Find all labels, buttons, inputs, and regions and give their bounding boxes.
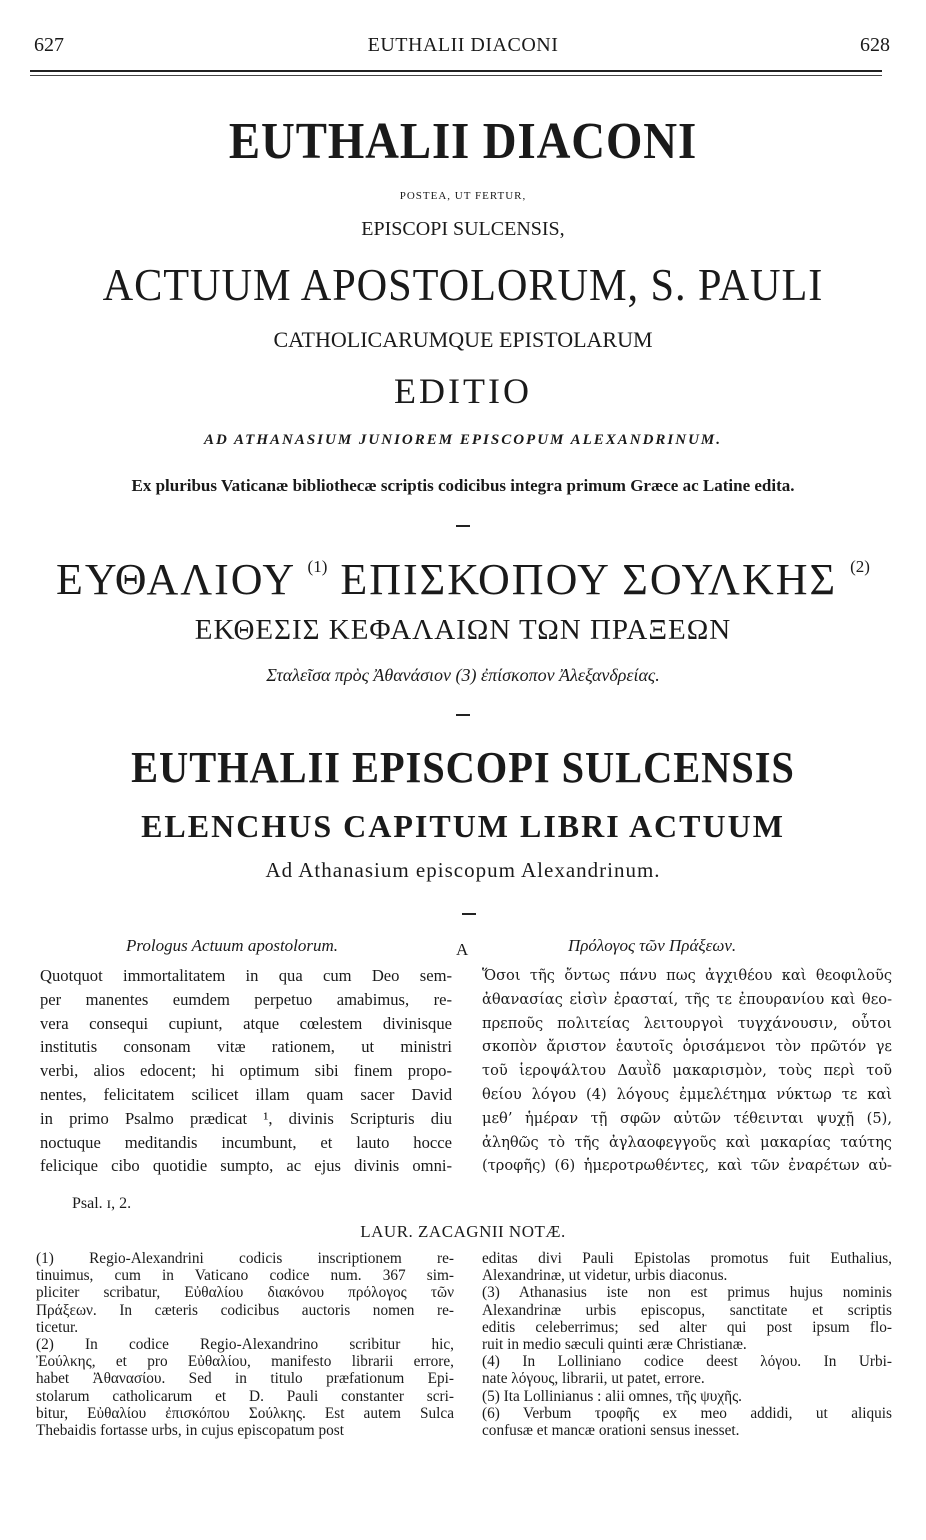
text-line: (5) Ita Lollinianus : alii omnes, τῆς ψυχῆς.: [482, 1387, 742, 1405]
text-line: Πράξεων. In cæteris codicibus auctoris nomen re-: [36, 1301, 454, 1319]
text-line: felicique cibo quotidie sumpto, ac ejus divinis omni-: [40, 1156, 452, 1176]
title-actuum: ACTUUM APOSTOLORUM, S. PAULI: [102, 259, 824, 310]
greek-title-see: ΕΠΙΣΚΟΠΟΥ ΣΟΥΛΚΗΣ: [340, 555, 838, 604]
text-line: stolarum catholicarum et D. Pauli constanter scri-: [36, 1387, 454, 1405]
notes-right-column: [482, 1250, 892, 1439]
text-line: vera consequi cupiunt, atque cœlestem divinisque: [40, 1013, 452, 1033]
text-line: tinuimus, cum in Vaticano codice num. 367 sim-: [36, 1267, 454, 1285]
text-line: per manentes eumdem perpetuo amabimus, re-: [40, 989, 452, 1009]
text-line: institutis consonam vitæ rationem, ut ministri: [40, 1037, 452, 1057]
title-dedication: AD ATHANASIUM JUNIOREM EPISCOPUM ALEXANDRINUM.: [203, 432, 723, 448]
footnote-ref-1: (1): [307, 557, 328, 576]
greek-title-author: ΕΥΘΑΛΙΟΥ: [56, 555, 295, 604]
text-line: ruit in medio sæculi quinti æræ Christianæ.: [482, 1335, 747, 1353]
notes-left-column: [36, 1250, 454, 1439]
text-line: habet Ἀθανασίου. Sed in titulo præfationum Epi-: [36, 1370, 454, 1388]
latin-column: [40, 964, 452, 1178]
greek-title-line3: Σταλεῖσα πρὸς Ἀθανάσιον (3) ἐπίσκοπον Ἀλεξανδρείας.: [266, 665, 660, 685]
title-source-note: Ex pluribus Vaticanæ bibliothecæ scriptis codicibus integra primum Græce ac Latine edita.: [131, 476, 795, 495]
separator-dash: [456, 714, 470, 716]
main-title: EUTHALII DIACONI: [228, 113, 698, 170]
notes-heading: LAUR. ZACAGNII NOTÆ.: [360, 1222, 566, 1241]
page-number-left: 627: [34, 34, 64, 56]
text-line: ticetur.: [36, 1318, 79, 1336]
text-line: (2) In codice Regio-Alexandrino scribitur hic,: [36, 1335, 454, 1353]
separator-dash: [456, 525, 470, 527]
text-line: noctuque meditandis incumbunt, et lauto hocce: [40, 1132, 452, 1152]
text-line: Quotquot immortalitatem in qua cum Deo sem-: [40, 966, 452, 985]
greek-title-line2: ΕΚΘΕΣΙΣ ΚΕΦΑΛΑΙΩΝ ΤΩΝ ΠΡΑΞΕΩΝ: [194, 614, 732, 646]
latin-title-line1: EUTHALII EPISCOPI SULCENSIS: [131, 743, 795, 792]
text-line: nentes, felicitatem scilicet illam quam sacer David: [40, 1084, 452, 1104]
text-line: (6) Verbum τροφῆς ex meo addidi, ut aliquis: [482, 1404, 892, 1422]
text-line: (4) In Lolliniano codice deest λόγου. In Urbi-: [482, 1353, 892, 1371]
text-line: Ὅσοι τῆς ὄντως πάνυ πως ἀγχιθέου καὶ θεοφιλοῦς: [482, 967, 892, 984]
title-subline-postea: POSTEA, UT FERTUR,: [399, 190, 527, 202]
text-line: (τροφῆς) (6) ἡμεροτρωθέντες, καὶ τῶν ἐναρέτων αὐ-: [482, 1157, 892, 1175]
text-line: Thebaidis fortasse urbs, in cujus episcopatum post: [36, 1421, 345, 1439]
text-line: (3) Athanasius iste non est primus hujus nominis: [482, 1284, 892, 1302]
running-head-title: EUTHALII DIACONI: [367, 34, 559, 56]
text-line: editas divi Pauli Epistolas promotus fuit Euthalius,: [482, 1250, 892, 1267]
separator-dash: [462, 913, 476, 915]
title-editio: EDITIO: [394, 371, 532, 411]
column-marker: A: [456, 940, 469, 959]
title-catholicarum: CATHOLICARUMQUE EPISTOLARUM: [273, 327, 653, 352]
latin-title-line3: Ad Athanasium episcopum Alexandrinum.: [265, 858, 661, 882]
text-line: θείου λόγου (4) λόγους ἐμμελέτημα νύκτωρ τε καὶ: [482, 1085, 892, 1103]
text-line: σκοπὸν ἄριστον ἑαυτοῖς ὁρισάμενοι τὸν πρῶτόν γε: [482, 1038, 892, 1056]
text-line: Alexandrinæ urbis episcopus, sanctitate et scriptis: [482, 1301, 892, 1319]
title-subline-episcopi: EPISCOPI SULCENSIS,: [361, 218, 565, 240]
prologue-heading-latin: Prologus Actuum apostolorum.: [126, 936, 339, 955]
page-number-right: 628: [860, 34, 890, 56]
text-line: τοῦ ἱεροψάλτου Δαυῒδ μακαρισμὸν, τοὺς περὶ τοῦ: [482, 1062, 892, 1080]
text-line: in primo Psalmo prædicat ¹, divinis Scripturis diu: [40, 1108, 452, 1128]
greek-title-line1: [0, 554, 926, 605]
header-rule: [30, 70, 882, 72]
text-line: nate λόγους, librarii, ut patet, errore.: [482, 1370, 705, 1388]
text-line: editis celeberrimus; sed alter qui post ipsum flo-: [482, 1318, 892, 1336]
text-line: πρεποῦς πολιτείας λειτουργοὶ τυγχάνουσιν, οὗτοι: [482, 1014, 892, 1032]
latin-title-line2: ELENCHUS CAPITUM LIBRI ACTUUM: [141, 808, 785, 844]
text-line: μεθ’ ἡμέραν τῇ σφῶν αὐτῶν τέθεινται ψυχῇ (5),: [482, 1109, 892, 1127]
scripture-footnote: Psal. ɪ, 2.: [72, 1195, 132, 1212]
text-line: bitur, Εὐθαλίου ἐπισκόπου Σούλκης. Est autem Sulca: [36, 1404, 454, 1422]
text-line: Ἐούλκης, et pro Εὐθαλίου, manifesto librarii errore,: [36, 1353, 454, 1371]
footnote-ref-2: (2): [850, 557, 870, 576]
text-line: verbi, alios edocent; hi optimum sibi finem propo-: [40, 1061, 452, 1081]
text-line: ἀληθῶς τὸ τῆς ἀγλαοφεγγοῦς καὶ μακαρίας ταύτης: [482, 1133, 892, 1151]
header-rule-thin: [30, 75, 882, 76]
text-line: pliciter scribatur, Εὐθαλίου διακόνου πρόλογος τῶν: [36, 1284, 454, 1302]
greek-column: [482, 964, 892, 1178]
prologue-heading-greek: Πρόλογος τῶν Πράξεων.: [568, 936, 737, 955]
text-line: confusæ et mancæ orationi sensus inesset.: [482, 1421, 740, 1439]
text-line: Alexandrinæ, ut videtur, urbis diaconus.: [482, 1267, 728, 1285]
text-line: (1) Regio-Alexandrini codicis inscriptionem re-: [36, 1250, 454, 1267]
text-line: ἀθανασίας εἰσὶν ἐρασταί, τῆς τε ἐπουρανίου καὶ θεο-: [482, 990, 892, 1008]
